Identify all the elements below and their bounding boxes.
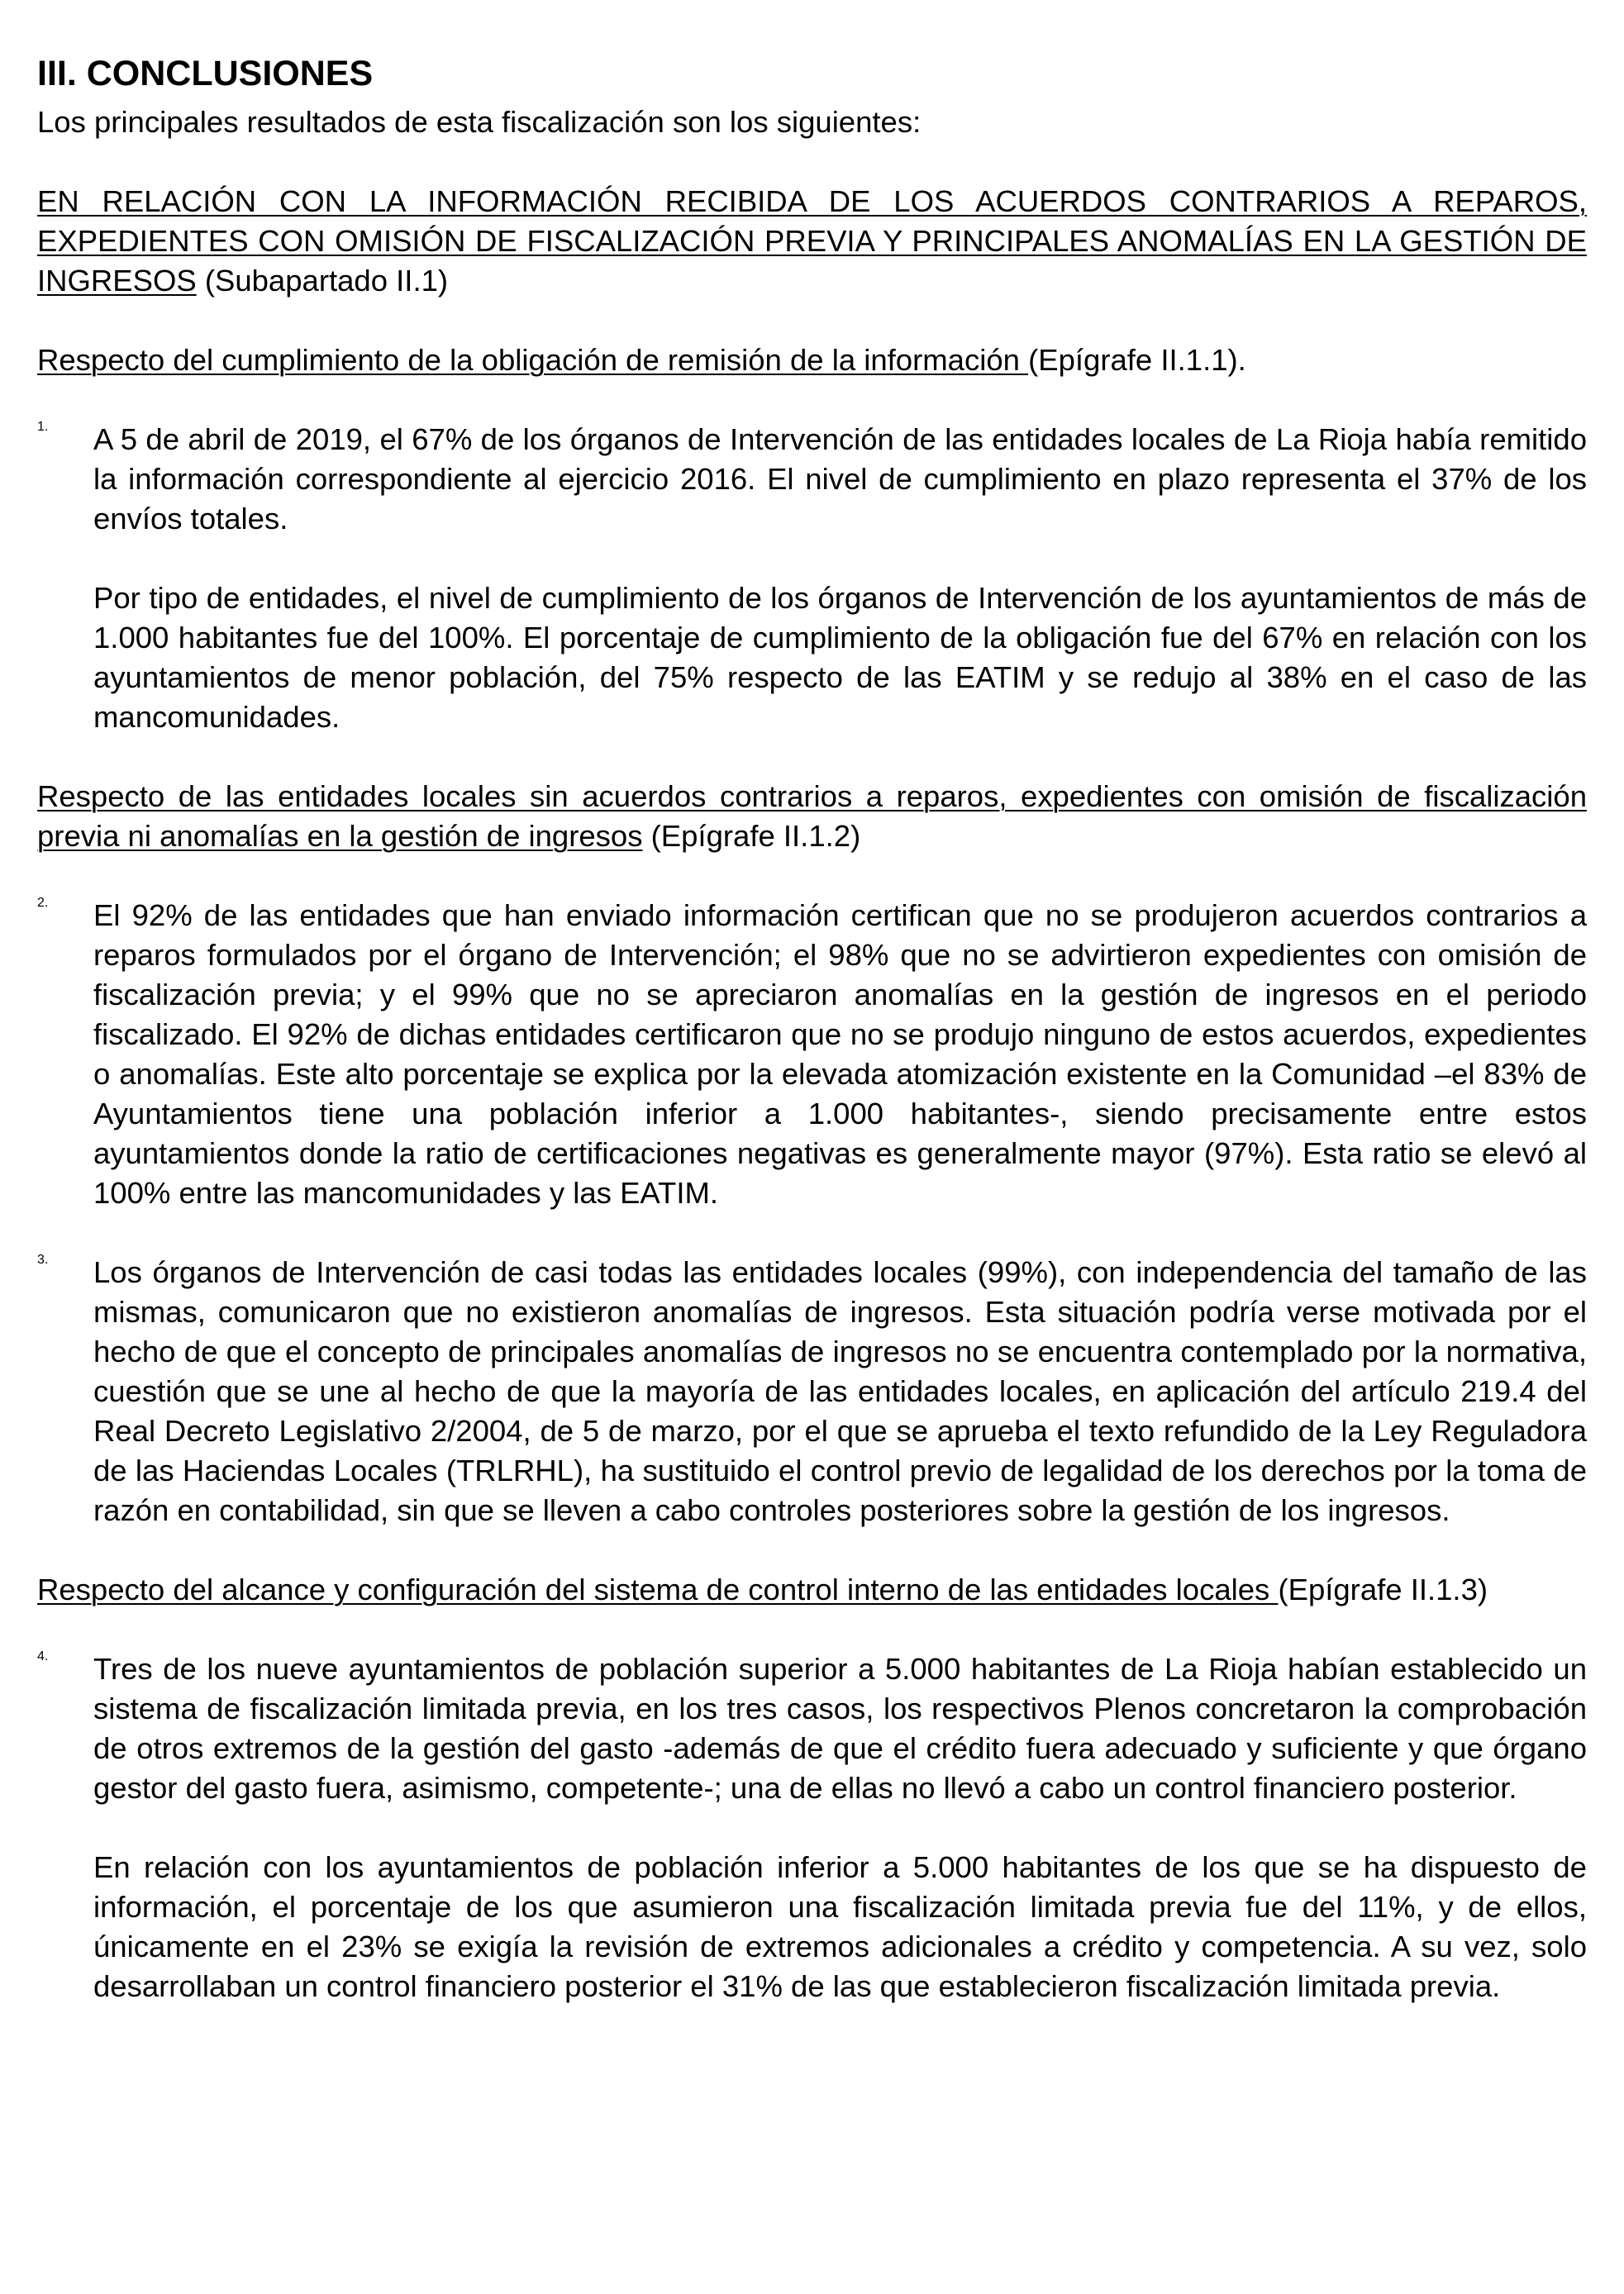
epigraph-heading-3-underlined: Respecto del alcance y configuración del sistema de control interno de las entidades locales (37, 1573, 1279, 1606)
subsection-heading (37, 182, 1587, 301)
spacer (93, 1808, 1587, 1848)
subsection-heading-underlined: EN RELACIÓN CON LA INFORMACIÓN RECIBIDA DE LOS ACUERDOS CONTRARIOS A REPAROS, EXPEDIENTES CON OMISIÓN DE FISCALIZACIÓN PREVIA Y PRINCIPALES ANOMALÍAS EN LA GESTIÓN DE INGRESOS (37, 184, 1587, 297)
intro-text: Los principales resultados de esta fiscalización son los siguientes: (37, 105, 922, 139)
document-page (37, 51, 1587, 2006)
spacer (37, 737, 1587, 777)
epigraph-heading-1-underlined: Respecto del cumplimiento de la obligación de remisión de la información (37, 343, 1029, 377)
conclusion-item-4 (37, 1649, 1587, 2006)
subsection-heading-ref: (Subapartado II.1) (196, 264, 449, 297)
spacer (37, 142, 1587, 182)
item-paragraph: A 5 de abril de 2019, el 67% de los órganos de Intervención de las entidades locales de La Rioja había remitido la información correspondiente al ejercicio 2016. El nivel de cumplimiento en plazo representa el 37% de los envíos totales. (93, 422, 1587, 535)
item-paragraph: Por tipo de entidades, el nivel de cumplimiento de los órganos de Intervención de los ayuntamientos de más de 1.000 habitantes fue del 100%. El porcentaje de cumplimiento de la obligación fue del 67% en relación con los ayuntamientos de menor población, del 75% respecto de las EATIM y se redujo al 38% en el caso de las mancomunidades. (93, 581, 1587, 734)
item-number: 3. (37, 1253, 49, 1267)
item-number: 1. (37, 420, 49, 434)
item-paragraph: En relación con los ayuntamientos de población inferior a 5.000 habitantes de los que se ha dispuesto de información, el porcentaje de los que asumieron una fiscalización limitada previa fue del 11%, y de ellos, únicamente en el 23% se exigía la revisión de extremos adicionales a crédito y competencia. A su vez, solo desarrollaban un control financiero posterior el 31% de las que establecieron fiscalización limitada previa. (93, 1850, 1587, 2003)
item-paragraph: Tres de los nueve ayuntamientos de población superior a 5.000 habitantes de La Rioja habían establecido un sistema de fiscalización limitada previa, en los tres casos, los respectivos Plenos concretaron la comprobación de otros extremos de la gestión del gasto -además de que el crédito fuera adecuado y suficiente y que órgano gestor del gasto fuera, asimismo, competente-; una de ellas no llevó a cabo un control financiero posterior. (93, 1652, 1587, 1805)
epigraph-heading-2 (37, 777, 1587, 856)
spacer (37, 380, 1587, 420)
conclusion-item-3 (37, 1253, 1587, 1530)
spacer (37, 856, 1587, 896)
item-paragraph: El 92% de las entidades que han enviado información certifican que no se produjeron acuerdos contrarios a reparos formulados por el órgano de Intervención; el 98% que no se advirtieron expedientes con omisión de fiscalización previa; y el 99% que no se apreciaron anomalías en la gestión de ingresos en el periodo fiscalizado. El 92% de dichas entidades certificaron que no se produjo ninguno de estos acuerdos, expedientes o anomalías. Este alto porcentaje se explica por la elevada atomización existente en la Comunidad –el 83% de Ayuntamientos tiene una población inferior a 1.000 habitantes-, siendo precisamente entre estos ayuntamientos donde la ratio de certificaciones negativas es generalmente mayor (97%). Esta ratio se elevó al 100% entre las mancomunidades y las EATIM. (93, 898, 1587, 1210)
item-paragraph: Los órganos de Intervención de casi todas las entidades locales (99%), con independencia del tamaño de las mismas, comunicaron que no existieron anomalías de ingresos. Esta situación podría verse motivada por el hecho de que el concepto de principales anomalías de ingresos no se encuentra contemplado por la normativa, cuestión que se une al hecho de que la mayoría de las entidades locales, en aplicación del artículo 219.4 del Real Decreto Legislativo 2/2004, de 5 de marzo, por el que se aprueba el texto refundido de la Ley Reguladora de las Haciendas Locales (TRLRHL), ha sustituido el control previo de legalidad de los derechos por la toma de razón en contabilidad, sin que se lleven a cabo controles posteriores sobre la gestión de los ingresos. (93, 1255, 1587, 1527)
spacer (37, 1610, 1587, 1649)
conclusion-item-2 (37, 896, 1587, 1213)
spacer (93, 539, 1587, 578)
section-heading: III. CONCLUSIONES (37, 54, 374, 93)
spacer (37, 1530, 1587, 1570)
epigraph-heading-2-underlined: Respecto de las entidades locales sin acuerdos contrarios a reparos, expedientes con omisión de fiscalización previa ni anomalías en la gestión de ingresos (37, 779, 1587, 853)
epigraph-heading-1-ref: (Epígrafe II.1.1). (1028, 343, 1246, 377)
epigraph-heading-3-ref: (Epígrafe II.1.3) (1278, 1573, 1488, 1606)
item-number: 2. (37, 896, 49, 910)
epigraph-heading-1 (37, 340, 1587, 380)
spacer (37, 1213, 1587, 1253)
conclusion-item-1 (37, 420, 1587, 737)
epigraph-heading-2-ref: (Epígrafe II.1.2) (642, 819, 861, 853)
spacer (37, 301, 1587, 340)
item-number: 4. (37, 1649, 49, 1663)
epigraph-heading-3 (37, 1570, 1587, 1610)
